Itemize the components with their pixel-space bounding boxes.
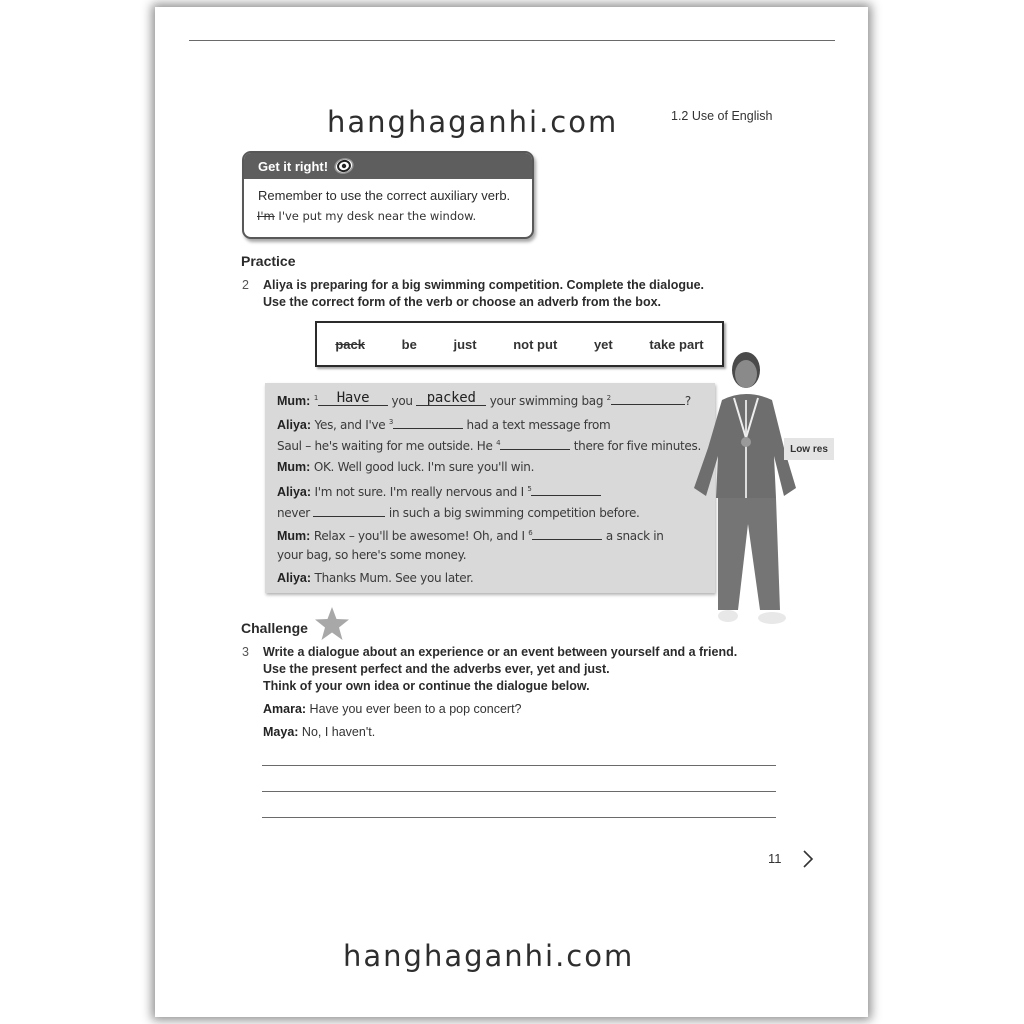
speaker: Maya: [263,725,299,739]
gap-number: 5 [527,485,532,493]
gap-3-field[interactable] [393,416,463,429]
speaker: Aliya: [277,485,312,499]
correct-form: I've put my desk near the window. [274,209,477,223]
dialogue-text: Thanks Mum. See you later. [311,571,474,585]
challenge-heading: Challenge [241,620,308,636]
instruction-line: Write a dialogue about an experience or an event between yourself and a friend. [263,645,738,659]
dialogue-text: had a text message from [463,418,611,432]
eye-icon [334,158,354,174]
writing-line-2[interactable] [262,791,776,792]
dialogue-line-4 [277,460,534,474]
word-take-part: take part [649,336,704,352]
speaker: Mum: [277,460,311,474]
writing-line-1[interactable] [262,765,776,766]
watermark-top: hanghaganhi.com [327,105,619,139]
gap-1b-field[interactable] [416,390,486,406]
low-res-label: Low res [784,438,834,460]
word-be: be [401,336,417,352]
gap-number: 6 [528,529,533,537]
dialogue-text: your swimming bag [486,394,607,408]
gap-1b-answer: packed [426,390,476,406]
chevron-right-icon[interactable] [801,849,815,869]
dialogue-text: never [277,506,314,520]
dialogue-line-7 [277,527,664,543]
dialogue-text: your bag, so here's some money. [277,548,467,562]
speaker: Aliya: [277,571,312,585]
dialogue-text: I'm not sure. I'm really nervous and I [311,485,528,499]
dialogue-text: Yes, and I've [311,418,389,432]
word-not-put: not put [513,336,558,352]
chat-line-maya [263,725,375,739]
dialogue-text: a snack in [602,529,664,543]
practice-heading: Practice [241,253,296,269]
dialogue-text: ? [684,394,691,408]
word-box [315,321,724,367]
dialogue-line-8 [277,548,466,562]
exercise-3-instruction [263,644,783,695]
get-it-right-title: Get it right! [258,158,329,174]
speaker: Aliya: [277,418,312,432]
chat-text: No, I haven't. [298,725,376,739]
gap-4-field[interactable] [500,437,570,450]
dialogue-text: Saul – he's waiting for me outside. He [277,439,497,453]
instruction-line: Use the present perfect and the adverbs ever, yet and just. [263,662,610,676]
dialogue-line-9 [277,571,473,585]
dialogue-line-6 [277,504,640,520]
gap-number: 4 [496,439,501,447]
gap-number: 1 [313,394,318,402]
get-it-right-rule: Remember to use the correct auxiliary verb. [258,188,511,203]
speaker: Mum: [277,529,311,543]
dialogue-line-1 [277,392,691,408]
writing-line-3[interactable] [262,817,776,818]
word-just: just [453,336,477,352]
gap-number: 3 [388,418,394,426]
dialogue-text: you [388,394,417,408]
section-tag: 1.2 Use of English [671,109,773,123]
gap-6-field[interactable] [532,527,602,540]
gap-2-field[interactable] [611,392,685,405]
dialogue-line-2 [277,416,610,432]
word-pack: pack [335,336,365,352]
gap-1-field[interactable] [318,390,388,406]
chat-text: Have you ever been to a pop concert? [306,702,522,716]
star-icon [314,606,350,642]
gap-1-answer: Have [336,390,370,406]
dialogue-text: in such a big swimming competition before. [385,506,640,520]
word-yet: yet [593,336,613,352]
gap-5b-field[interactable] [313,504,385,517]
gap-5-field[interactable] [531,483,601,496]
dialogue-text: OK. Well good luck. I'm sure you'll win. [310,460,535,474]
exercise-2-number: 2 [242,278,249,292]
get-it-right-box [242,151,534,239]
top-rule [189,40,835,41]
speaker: Amara: [263,702,307,716]
get-it-right-example [244,203,532,223]
chat-line-amara [263,702,522,716]
dialogue-line-5 [277,483,601,499]
exercise-3-number: 3 [242,645,249,659]
instruction-line: Use the correct form of the verb or choose an adverb from the box. [263,295,662,309]
speaker: Mum: [277,394,311,408]
dialogue-text: there for five minutes. [570,439,701,453]
wrong-form: I'm [257,209,275,223]
gap-number: 2 [606,394,611,402]
dialogue-line-3 [277,437,701,453]
page-number: 11 [768,851,782,866]
get-it-right-header [244,153,532,179]
swimmer-photo [684,348,810,630]
watermark-bottom: hanghaganhi.com [343,939,635,973]
dialogue-text: Relax – you'll be awesome! Oh, and I [310,529,529,543]
exercise-2-instruction [263,277,743,311]
instruction-line: Aliya is preparing for a big swimming competition. Complete the dialogue. [263,278,705,292]
instruction-line: Think of your own idea or continue the dialogue below. [263,679,590,693]
